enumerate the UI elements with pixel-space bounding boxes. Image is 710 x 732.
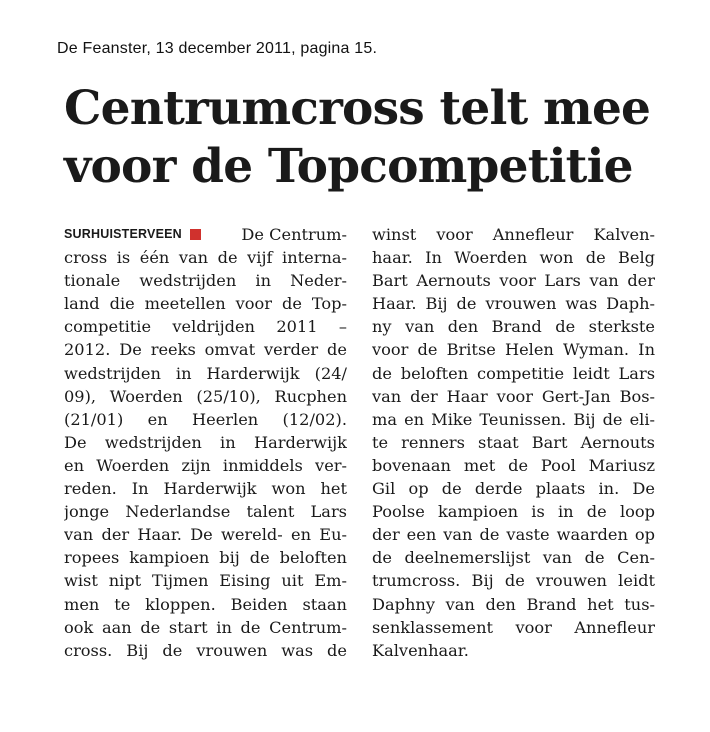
article-line: land die meetellen voor de Top-: [64, 294, 347, 314]
dateline: SURHUISTERVEEN: [64, 227, 182, 241]
article-line: voor de Britse Helen Wyman. In: [372, 340, 655, 360]
article-line: ma en Mike Teunissen. Bij de eli-: [372, 409, 655, 429]
article-first-line-text: De Centrum-: [241, 225, 347, 244]
article-line: 2012. De reeks omvat verder de: [64, 340, 347, 360]
article-line: bovenaan met de Pool Mariusz: [372, 455, 655, 475]
article-line: van der Haar voor Gert-Jan Bos-: [372, 386, 655, 406]
article-line: De wedstrijden in Harderwijk: [64, 432, 347, 452]
article-line: (21/01) en Heerlen (12/02).: [64, 409, 347, 429]
article-line: Bart Aernouts voor Lars van der: [372, 271, 655, 291]
headline: [64, 80, 650, 196]
article-line: van der Haar. De wereld- en Eu-: [64, 525, 347, 545]
article-line: wedstrijden in Harderwijk (24/: [64, 363, 347, 383]
article-line: wist nipt Tijmen Eising uit Em-: [64, 571, 347, 591]
article-line: ropees kampioen bij de beloften: [64, 548, 347, 568]
article-first-line: [64, 223, 347, 246]
article-line: cross. Bij de vrouwen was de: [64, 640, 347, 660]
article-line: ny van den Brand de sterkste: [372, 317, 655, 337]
article-line: winst voor Annefleur Kalven-: [372, 225, 655, 244]
article-line: competitie veldrijden 2011 –: [64, 317, 347, 337]
article-column-1: [64, 223, 347, 662]
article-line: der een van de vaste waarden op: [372, 525, 655, 545]
article-line: tionale wedstrijden in Neder-: [64, 271, 347, 291]
article-line: haar. In Woerden won de Belg: [372, 248, 655, 268]
article-line: men te kloppen. Beiden staan: [64, 594, 347, 614]
source-citation: De Feanster, 13 december 2011, pagina 15.: [57, 40, 378, 57]
article-line: en Woerden zijn inmiddels ver-: [64, 455, 347, 475]
article-line: de deelnemerslijst van de Cen-: [372, 548, 655, 568]
article-line: 09), Woerden (25/10), Rucphen: [64, 386, 347, 406]
article-line: Kalvenhaar.: [372, 640, 469, 660]
article-line: reden. In Harderwijk won het: [64, 479, 347, 499]
article-line: trumcross. Bij de vrouwen leidt: [372, 571, 655, 591]
article-line: Gil op de derde plaats in. De: [372, 479, 655, 499]
dateline-marker-icon: [190, 229, 201, 240]
article-line: cross is één van de vijf interna-: [64, 248, 347, 268]
article-line: Poolse kampioen is in de loop: [372, 502, 655, 522]
article-line: ook aan de start in de Centrum-: [64, 617, 347, 637]
article-column-2: [372, 223, 655, 662]
headline-line-2: voor de Topcompetitie: [64, 139, 633, 194]
headline-line-1: Centrumcross telt mee: [64, 81, 651, 136]
article-line: te renners staat Bart Aernouts: [372, 432, 655, 452]
article-line: Daphny van den Brand het tus-: [372, 594, 655, 614]
article-line: de beloften competitie leidt Lars: [372, 363, 655, 383]
article-line: Haar. Bij de vrouwen was Daph-: [372, 294, 655, 314]
article-line: jonge Nederlandse talent Lars: [64, 502, 347, 522]
article-line: senklassement voor Annefleur: [372, 617, 655, 637]
